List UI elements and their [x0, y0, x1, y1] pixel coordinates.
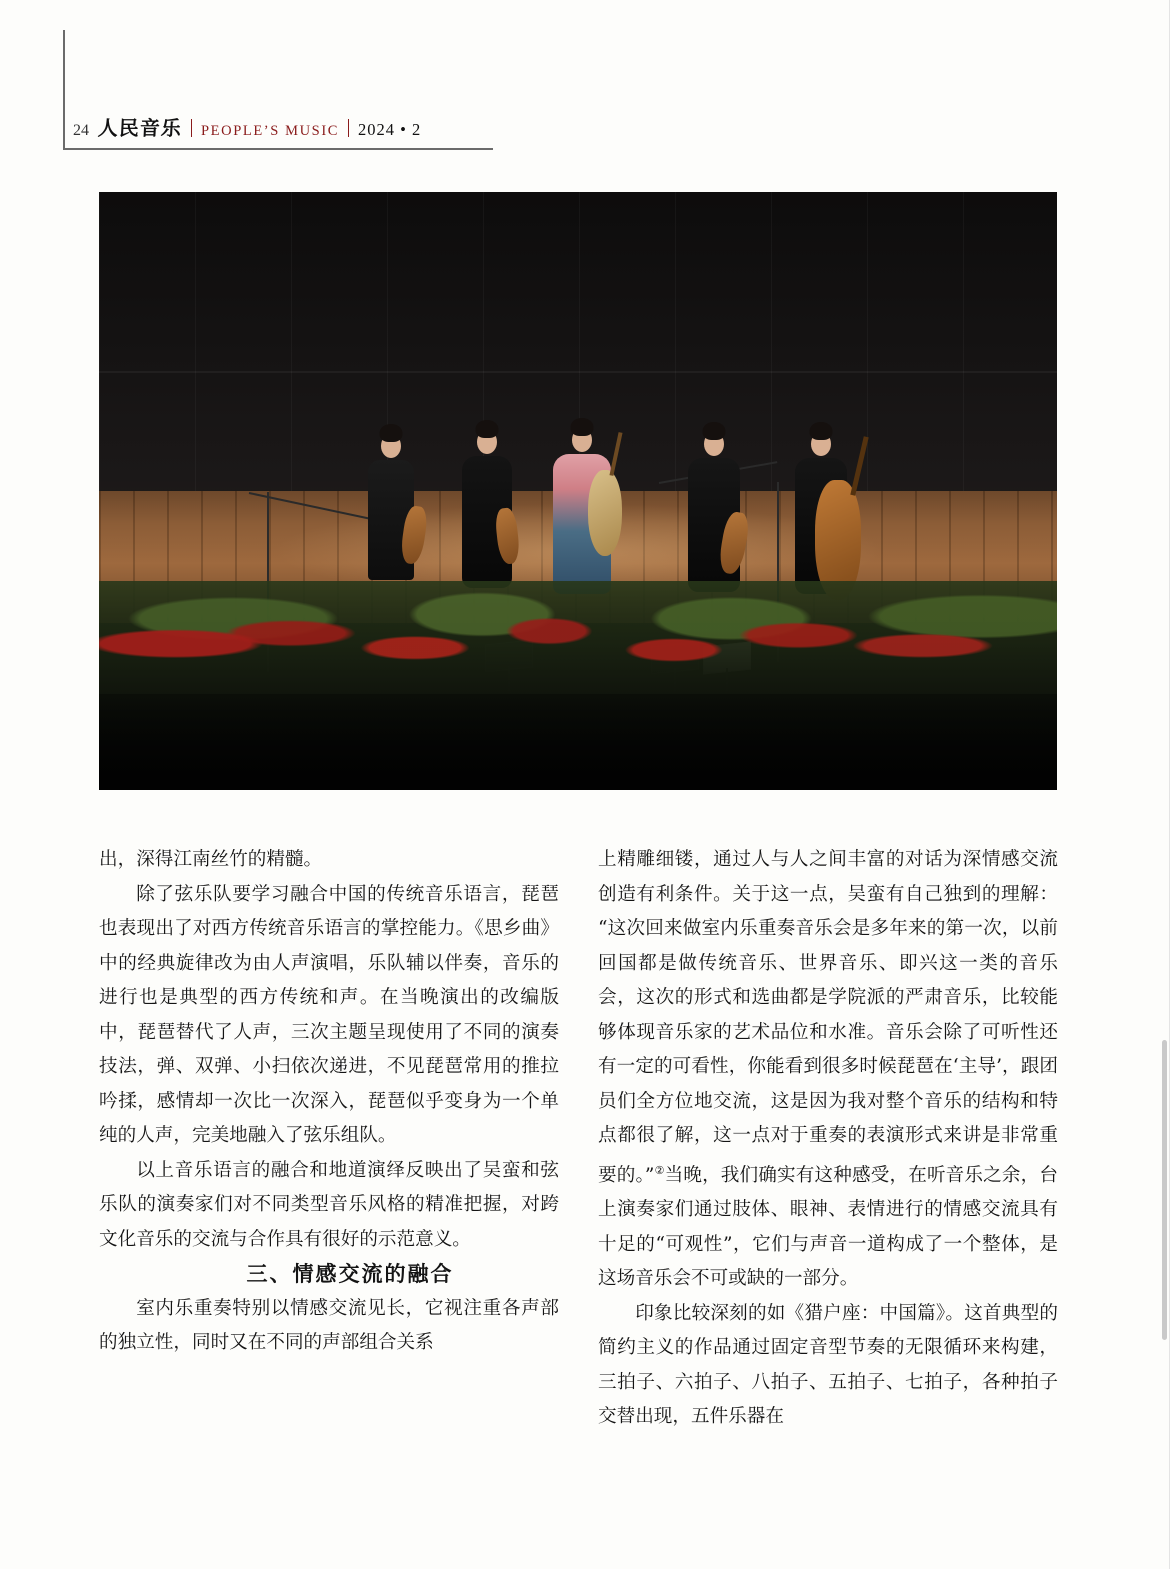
paragraph: 室内乐重奏特别以情感交流见长，它视注重各声部的独立性，同时又在不同的声部组合关系 [99, 1297, 559, 1353]
performer-hair [703, 422, 726, 440]
performer-hair [380, 424, 403, 442]
masthead-divider-right [348, 119, 349, 137]
performer-pipa-soloist [536, 394, 628, 594]
performer-violin-2 [447, 398, 527, 588]
performer-viola [674, 400, 754, 592]
paragraph-with-footnote [598, 843, 1058, 1297]
section-heading: 三、情感交流的融合 [246, 1262, 454, 1286]
paragraph-text: 上精雕细镂，通过人与人之间丰富的对话为深情感交流创造有利条件。关于这一点，吴蛮有自己独到的理解：“这次回来做室内乐重奏音乐会是多年来的第一次，以前回国都是做传统音乐、世界音乐、即兴这一类的音乐会，这次的形式和选曲都是学院派的严肃音乐，比较能够体现音乐家的艺术品位和水准。音乐会除了可听性还有一定的可看性，你能看到很多时候琵琶在‘主导’，跟团员们全方位地交流，这是因为我对整个音乐的结构和特点都很了解，这一点对于重奏的表演形式来讲是非常重要的。” [598, 849, 1058, 1186]
header-content [73, 112, 421, 141]
header-bottom-rule [63, 148, 493, 150]
performer-violin-1 [351, 400, 431, 580]
pipa-instrument [588, 470, 622, 556]
backdrop-band [99, 371, 1057, 373]
cello-neck [850, 436, 868, 496]
body-column-right [598, 843, 1058, 1435]
performer-cello [771, 398, 871, 594]
performer-hair [571, 418, 594, 436]
concert-photo [99, 192, 1057, 790]
paragraph: 出，深得江南丝竹的精髓。 [99, 849, 323, 870]
paragraph: 印象比较深刻的如《猎户座：中国篇》。这首典型的简约主义的作品通过固定音型节奏的无限循环来构建，三拍子、六拍子、八拍子、五拍子、七拍子，各种拍子交替出现，五件乐器在 [598, 1302, 1058, 1428]
page-number: 24 [73, 122, 89, 139]
paragraph: 除了弦乐队要学习融合中国的传统音乐语言，琵琶也表现出了对西方传统音乐语言的掌控能力。《思乡曲》中的经典旋律改为由人声演唱，乐队辅以伴奏，音乐的进行也是典型的西方传统和声。在当晚演出的改编版中，琵琶替代了人声，三次主题呈现使用了不同的演奏技法，弹、双弹、小扫依次递进，不见琵琶常用的推拉吟揉，感情却一次比一次深入，琵琶似乎变身为一个单纯的人声，完美地融入了弦乐组队。 [99, 883, 559, 1146]
performer-hair [476, 420, 499, 438]
masthead-english: PEOPLE’S MUSIC [201, 123, 340, 139]
foreground-shadow [99, 694, 1057, 790]
footnote-marker: ② [654, 1163, 665, 1177]
page-header [63, 30, 493, 150]
issue-label: 2024 • 2 [358, 120, 422, 139]
scrollbar-thumb[interactable] [1162, 1040, 1167, 1340]
paragraph-continuation: 当晚，我们确实有这种感受，在听音乐之余，台上演奏家们通过肢体、眼神、表情进行的情感交流具有十足的“可观性”，它们与声音一道构成了一个整体，是这场音乐会不可或缺的一部分。 [598, 1164, 1058, 1290]
pipa-neck [609, 432, 622, 476]
header-left-rule [63, 30, 65, 150]
body-column-left [99, 843, 559, 1361]
masthead-divider-left [191, 119, 192, 137]
masthead-chinese: 人民音乐 [97, 116, 183, 140]
paragraph: 以上音乐语言的融合和地道演绎反映出了吴蛮和弦乐队的演奏家们对不同类型音乐风格的精准把握，对跨文化音乐的交流与合作具有很好的示范意义。 [99, 1159, 559, 1250]
performer-hair [810, 422, 833, 440]
